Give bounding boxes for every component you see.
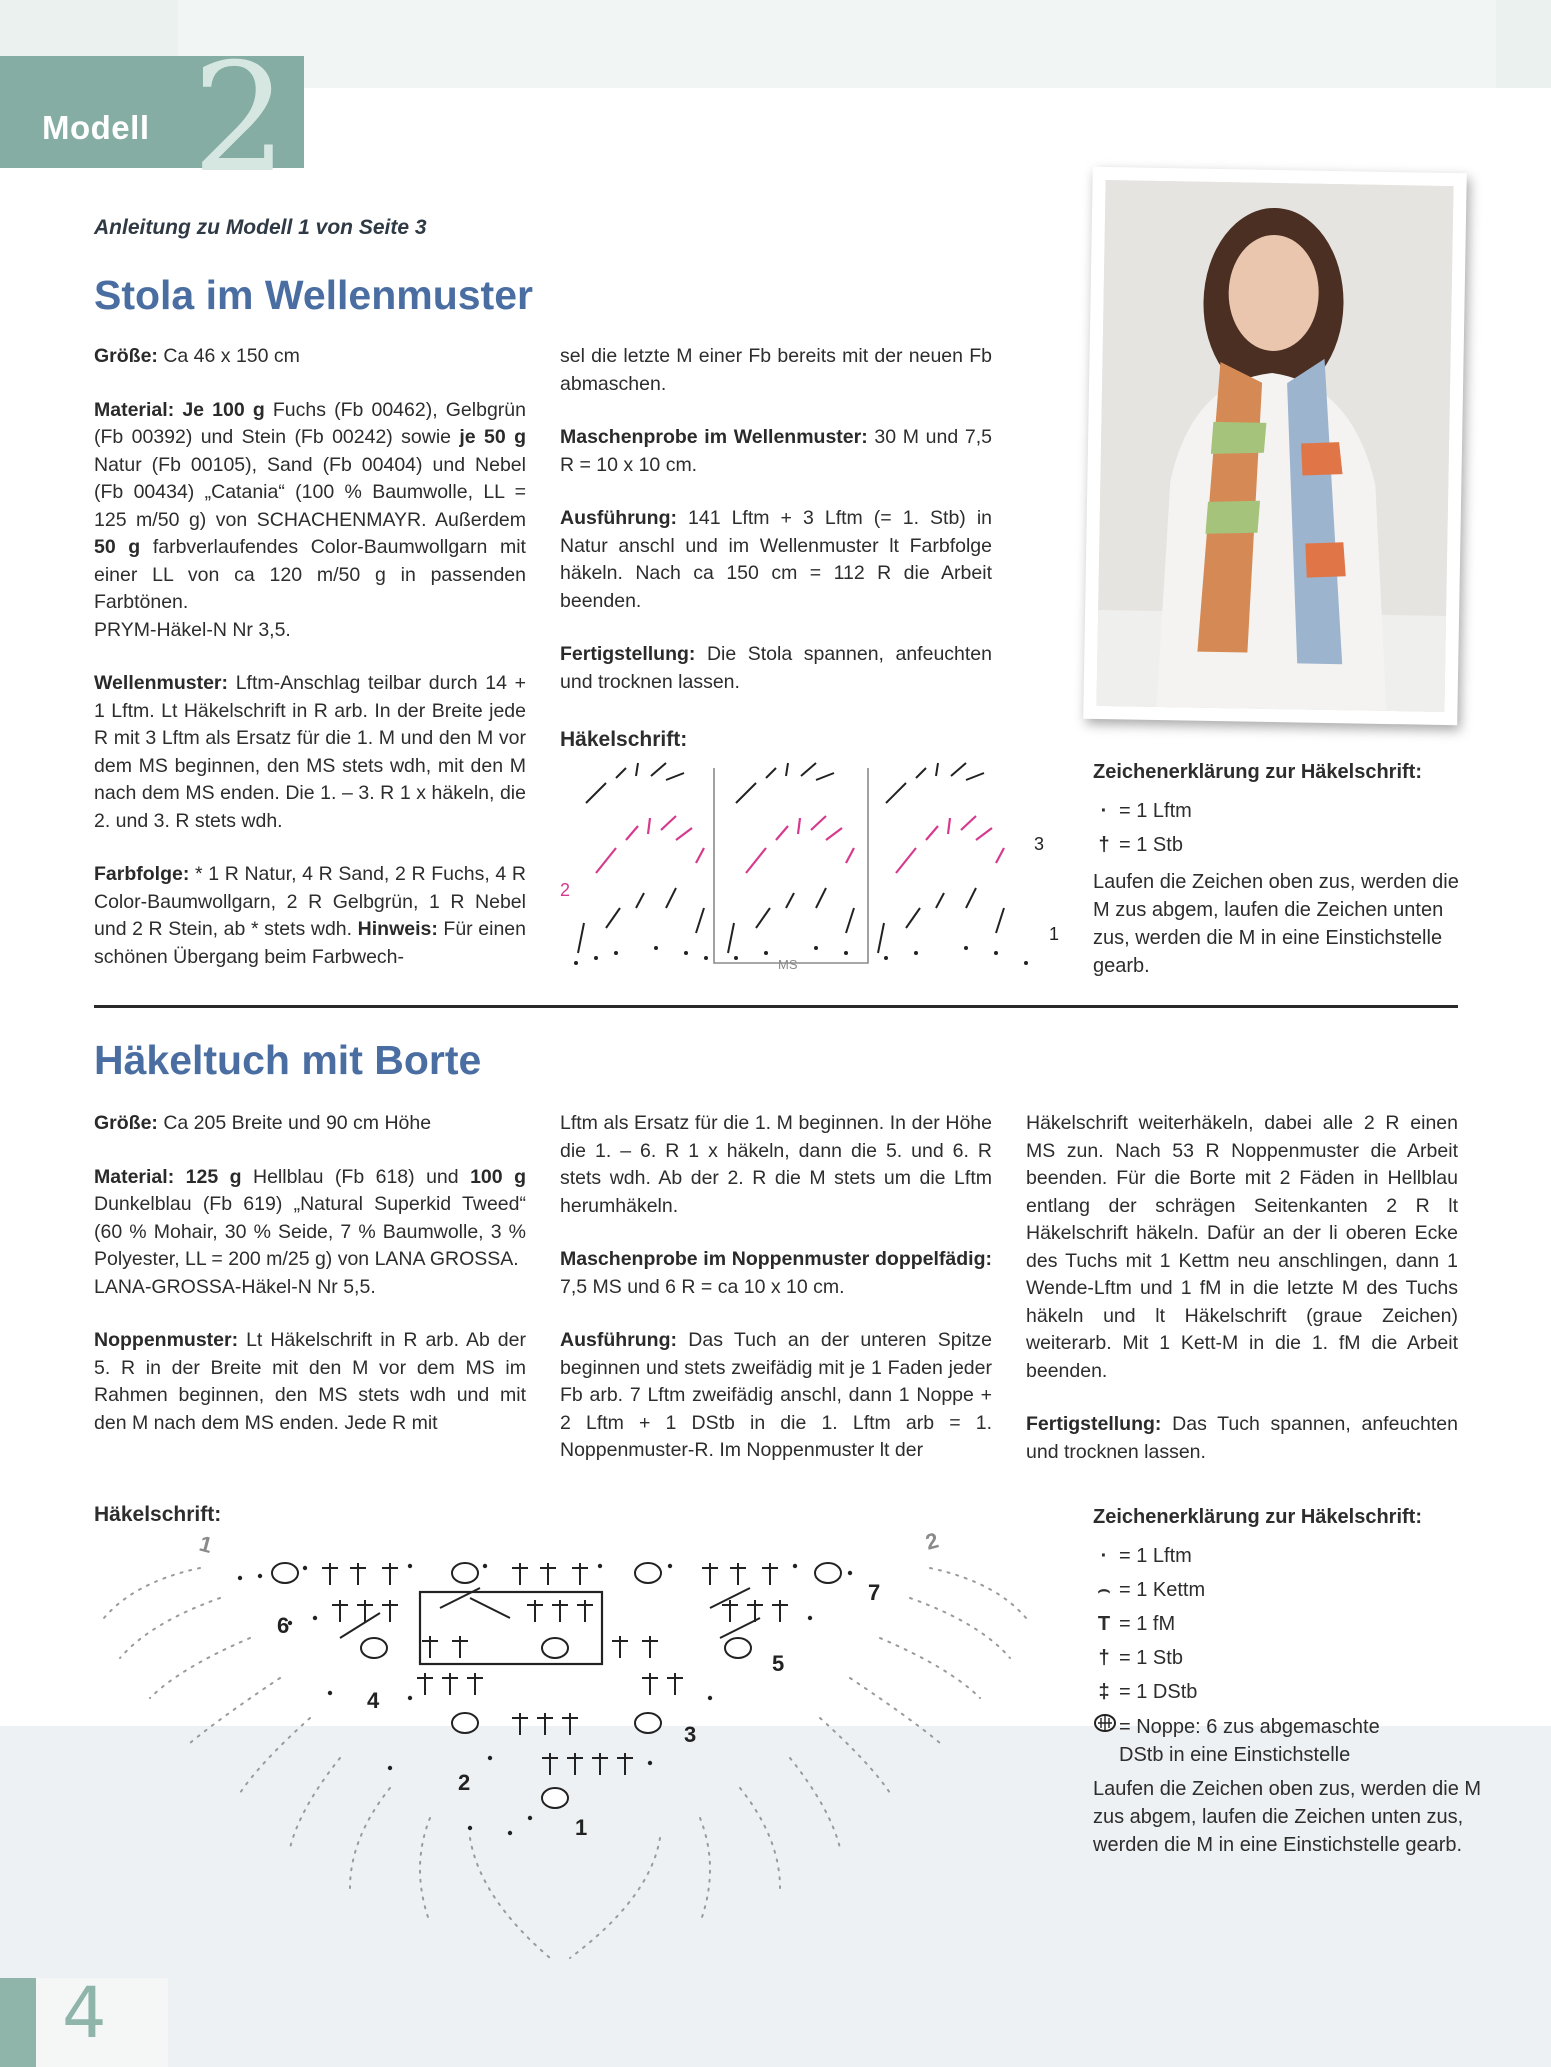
tuch-row-label-6: 6	[277, 1613, 290, 1638]
stitch-marks	[322, 1563, 788, 1775]
stola-needle: PRYM-Häkel-N Nr 3,5.	[94, 618, 291, 641]
tuch-crochet-chart	[90, 1528, 1040, 1968]
tuch-pattern: Noppenmuster: Lt Häkelschrift in R arb. Ab der 5. R in der Breite mit den M vor dem MS im Rahmen beginnen, den MS stets wdh und mit den M nach dem MS enden. Jede R mit	[94, 1329, 526, 1434]
tuch-continued: Lftm als Ersatz für die 1. M beginnen. In der Höhe die 1. – 6. R 1 x häkeln, dann die 5. und 6. R stets wdh. Ab der 2. R die M stets um die Lftm herumhäkeln.	[560, 1112, 992, 1217]
stola-material: Material: Je 100 g Fuchs (Fb 00462), Gelbgrün (Fb 00392) und Stein (Fb 00242) sowie je 50 g Natur (Fb 00105), Sand (Fb 00404) und Nebel (Fb 00434) „Catania“ (100 % Baumwolle, LL = 125 m/50 g) von SCHACHENMAYR. Außerdem 50 g farbverlaufendes Color-Baumwollgarn mit einer LL von ca 120 m/50 g in passenden Farbtönen.	[94, 398, 526, 613]
stb-icon: †	[1098, 834, 1110, 856]
tuch-title: Häkeltuch mit Borte	[94, 1037, 482, 1083]
tuch-column-1	[94, 1110, 526, 1463]
stola-crochet-chart	[556, 758, 1066, 980]
tuch-row-label-5: 5	[772, 1651, 785, 1676]
noppe-icon	[1093, 1713, 1115, 1741]
stola-chart-label: Häkelschrift:	[560, 728, 688, 751]
instruction-reference: Anleitung zu Modell 1 von Seite 3	[94, 216, 427, 239]
stola-gauge: Maschenprobe im Wellenmuster: 30 M und 7,5 R = 10 x 10 cm.	[560, 426, 993, 476]
model-photo-frame	[1083, 167, 1467, 725]
legend-item-noppe: = Noppe: 6 zus abgemaschte DStb in eine Einstichstelle	[1093, 1713, 1483, 1769]
tuch-row-label-1: 1	[575, 1815, 588, 1840]
tuch-legend-note: Laufen die Zeichen oben zus, werden die M zus abgem, laufen die Zeichen unten zus, werden die M in eine Einstichstelle gearb.	[1093, 1778, 1482, 1856]
wave-row-bottom	[578, 888, 1004, 953]
page-number: 4	[62, 1972, 107, 2054]
legend-item-fm: T = 1 fM	[1093, 1607, 1483, 1641]
wave-chain-dots	[574, 946, 1028, 965]
tuch-gauge: Maschenprobe im Noppenmuster doppelfädig: 7,5 MS und 6 R = ca 10 x 10 cm.	[560, 1248, 992, 1298]
tuch-row-label-2: 2	[458, 1770, 471, 1795]
legend-item-kettm: ⌢ = 1 Kettm	[1093, 1573, 1483, 1607]
section-divider	[94, 1005, 1458, 1008]
tuch-execution: Ausführung: Das Tuch an der unteren Spitze beginnen und stets zweifädig mit je 1 Faden jeder Fb arb. 7 Lftm zweifädig anschl, dann 1 Noppe + 2 Lftm + 1 DStb in die 1. Lftm arb = 1. Noppenmuster-R. Im Noppenmuster lt der	[560, 1329, 992, 1461]
tuch-size: Größe: Ca 205 Breite und 90 cm Höhe	[94, 1112, 432, 1134]
stola-execution: Ausführung: 141 Lftm + 3 Lftm (= 1. Stb) in Natur anschl und im Wellenmuster lt Farbfolge häkeln. Nach ca 150 cm = 112 R die Arbeit beenden.	[560, 507, 992, 612]
border-dotted-arcs	[100, 1568, 1030, 1958]
tuch-continued-2: Häkelschrift weiterhäkeln, dabei alle 2 R einen MS zun. Nach 53 R Noppenmuster die Arbeit beenden. Für die Borte mit 2 Fäden in Hellblau entlang der schrägen Seitenkanten 2 R lt Häkelschrift häkeln. Dafür an der li oberen Ecke des Tuchs mit 1 Kettm neu anschlingen, dann 1 Wende-Lftm und 1 fM in die letzte M des Tuchs häkeln und lt Häkelschrift (graue Zeichen) weiterarb. Mit 1 Kett-M in die 1. fM die Arbeit beenden.	[1026, 1112, 1458, 1382]
tuch-row-label-3: 3	[684, 1722, 697, 1747]
stola-column-2	[560, 343, 992, 722]
border-label-2: 2	[922, 1528, 942, 1555]
stola-legend-note: Laufen die Zeichen oben zus, werden die M zus abgem, laufen die Zeichen unten zus, werden die M in eine Einstichstelle gearb.	[1093, 871, 1459, 977]
tuch-legend	[1093, 1503, 1483, 1859]
ms-repeat-bracket	[714, 768, 868, 963]
stb-icon: †	[1098, 1647, 1110, 1669]
top-band-light	[178, 0, 1496, 88]
dot-icon: ·	[1100, 800, 1108, 822]
row-label-3: 3	[1034, 834, 1045, 854]
stola-column-1	[94, 343, 526, 971]
row-label-2: 2	[560, 880, 571, 900]
stola-legend-heading: Zeichenerklärung zur Häkelschrift:	[1093, 761, 1422, 783]
tuch-column-2	[560, 1110, 992, 1491]
stola-legend	[1093, 758, 1473, 980]
dstb-icon: ‡	[1098, 1681, 1110, 1703]
stola-size: Größe: Ca 46 x 150 cm	[94, 345, 300, 367]
tuch-chart-label: Häkelschrift:	[94, 1503, 222, 1526]
tuch-needle: LANA-GROSSA-Häkel-N Nr 5,5.	[94, 1275, 376, 1298]
tuch-column-3	[1026, 1110, 1458, 1492]
legend-item-lftm: · = 1 Lftm	[1093, 794, 1473, 828]
stola-finishing: Fertigstellung: Die Stola spannen, anfeuchten und trocknen lassen.	[560, 643, 992, 693]
tuch-finishing: Fertigstellung: Das Tuch spannen, anfeuchten und trocknen lassen.	[1026, 1413, 1458, 1463]
stola-continued: sel die letzte M einer Fb bereits mit der neuen Fb abmaschen.	[560, 345, 992, 395]
wave-row-top	[586, 763, 984, 803]
model-number: 2	[192, 32, 288, 206]
legend-item-stb: † = 1 Stb	[1093, 1641, 1483, 1675]
tuch-row-label-4: 4	[367, 1688, 380, 1713]
tuch-material: Material: 125 g Hellblau (Fb 618) und 100 g Dunkelblau (Fb 619) „Natural Superkid Tweed“ (60 % Mohair, 30 % Seide, 7 % Baumwolle, 3 % Polyester, LL = 200 m/25 g) von LANA GROSSA.	[94, 1165, 526, 1270]
repeat-frame	[420, 1592, 602, 1664]
ms-label: MS	[778, 957, 798, 972]
tuch-legend-heading: Zeichenerklärung zur Häkelschrift:	[1093, 1506, 1422, 1528]
border-label-1: 1	[196, 1530, 216, 1559]
kettm-icon: ⌢	[1097, 1579, 1111, 1601]
legend-item-stb: † = 1 Stb	[1093, 828, 1473, 862]
stola-color-sequence: Farbfolge: * 1 R Natur, 4 R Sand, 2 R Fuchs, 4 R Color-Baumwollgarn, 2 R Gelbgrün, 1 R Nebel und 2 R Stein, ab * stets wdh. Hinweis: Für einen schönen Übergang beim Farbwech-	[94, 863, 526, 968]
wave-row-magenta	[596, 816, 1004, 873]
fm-icon: T	[1097, 1613, 1111, 1635]
stola-title: Stola im Wellenmuster	[94, 272, 533, 318]
stola-pattern: Wellenmuster: Lftm-Anschlag teilbar durch 14 + 1 Lftm. Lt Häkelschrift in R arb. In der Breite jede R mit 3 Lftm als Ersatz für die 1. M und den M vor dem MS beginnen, den MS stets wdh, mit den M nach dem MS enden. Die 1. – 3. R 1 x häkeln, die 2. und 3. R stets wdh.	[94, 672, 526, 832]
model-photo	[1096, 180, 1453, 712]
noppe-marks	[272, 1563, 841, 1808]
dot-icon: ·	[1100, 1545, 1108, 1567]
legend-item-lftm: · = 1 Lftm	[1093, 1539, 1483, 1573]
tuch-row-label-7: 7	[868, 1580, 881, 1605]
legend-item-dstb: ‡ = 1 DStb	[1093, 1675, 1483, 1709]
row-label-1: 1	[1049, 924, 1060, 944]
model-label: Modell	[42, 109, 150, 146]
